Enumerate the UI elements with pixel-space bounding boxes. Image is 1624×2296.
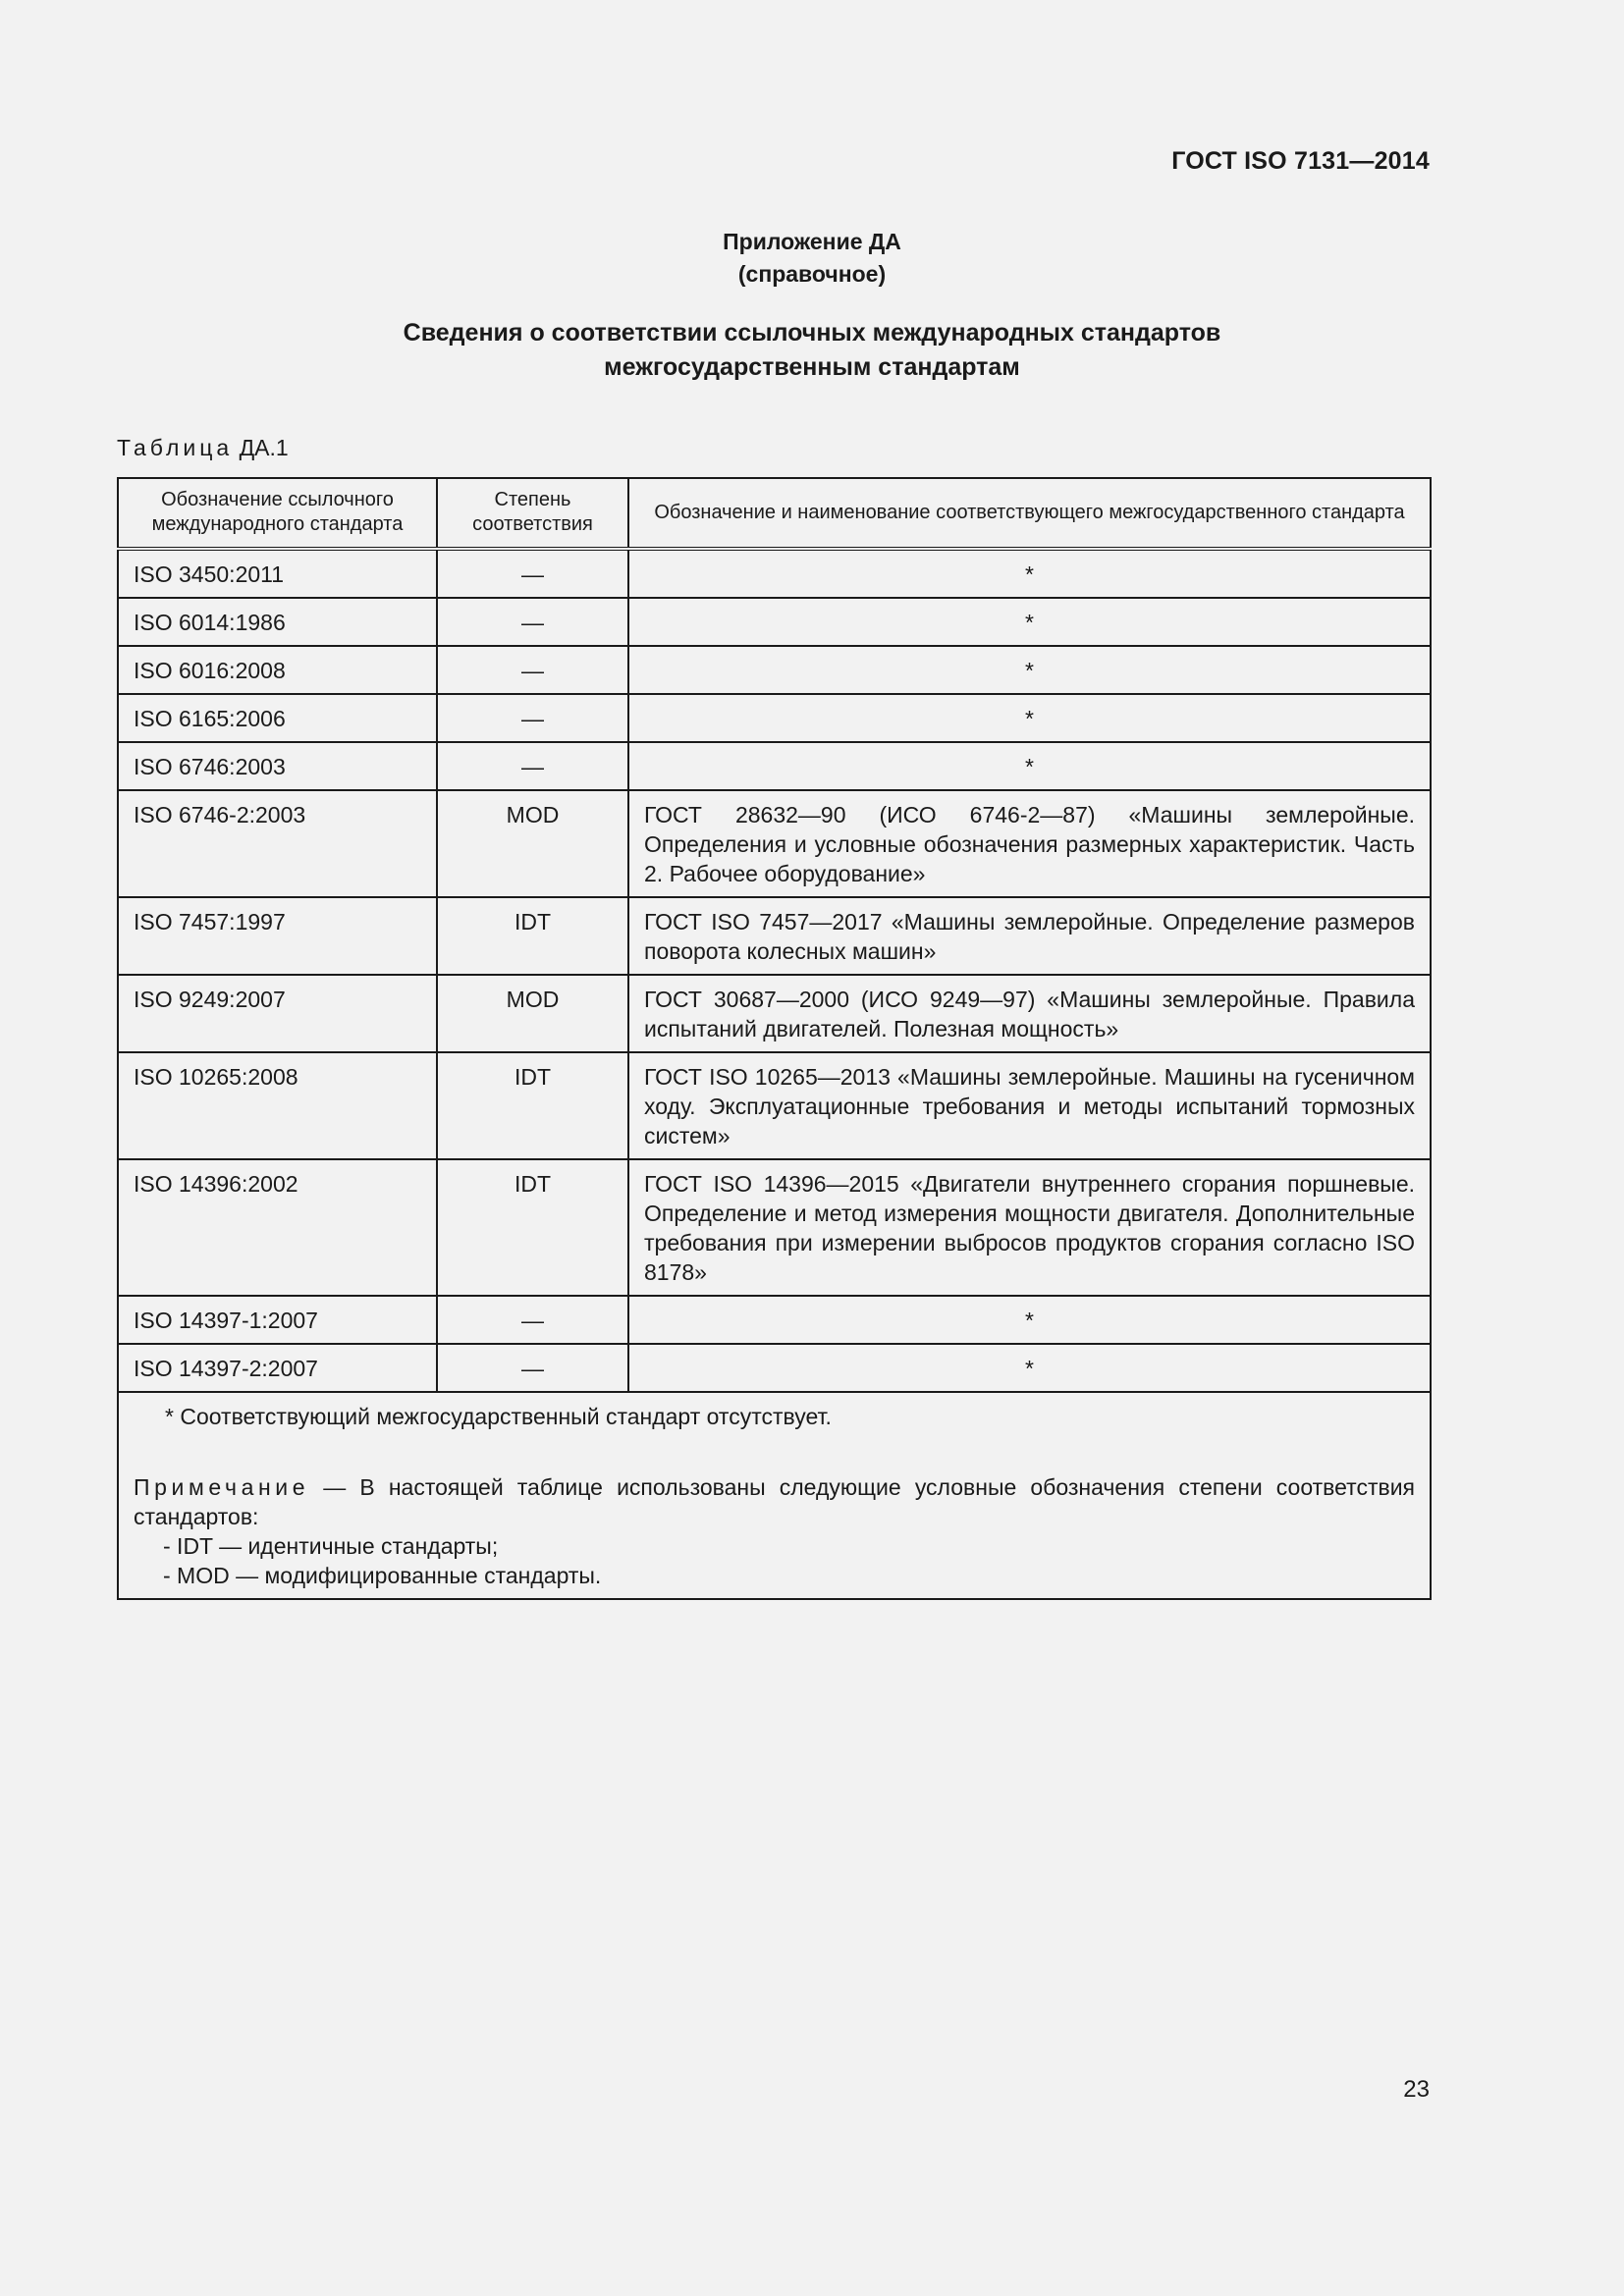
cell-degree: —: [437, 1344, 628, 1392]
header-degree: Степень соответствия: [437, 478, 628, 549]
note-item-idt: - IDT — идентичные стандарты;: [163, 1533, 499, 1559]
cell-name: *: [628, 1296, 1431, 1344]
note-item-mod: - MOD — модифицированные стандарты.: [163, 1563, 602, 1588]
table-row: [118, 598, 1431, 646]
cell-std: ISO 6746-2:2003: [118, 790, 437, 897]
cell-name: ГОСТ ISO 10265—2013 «Машины землеройные. Машины на гусеничном ходу. Эксплуатационные требования и методы испытаний тормозных систем»: [628, 1052, 1431, 1159]
cell-degree: IDT: [437, 1052, 628, 1159]
cell-std: ISO 3450:2011: [118, 549, 437, 598]
cell-name: *: [628, 1344, 1431, 1392]
cell-std: ISO 6014:1986: [118, 598, 437, 646]
cell-name: ГОСТ 28632—90 (ИСО 6746-2—87) «Машины землеройные. Определения и условные обозначения размерных характеристик. Часть 2. Рабочее оборудование»: [628, 790, 1431, 897]
table-row: [118, 1344, 1431, 1392]
table-caption-number: ДА.1: [239, 435, 289, 460]
cell-degree: —: [437, 694, 628, 742]
annex-subtitle: (справочное): [737, 261, 887, 287]
cell-std: ISO 7457:1997: [118, 897, 437, 975]
table-row: [118, 897, 1431, 975]
table-header-row: [118, 478, 1431, 549]
cell-name: ГОСТ ISO 7457—2017 «Машины землеройные. Определение размеров поворота колесных машин»: [628, 897, 1431, 975]
table-row: [118, 549, 1431, 598]
table-caption-label: Таблица: [117, 435, 234, 460]
table-notes-row: [118, 1392, 1431, 1599]
annex-title: Приложение ДА: [723, 229, 901, 254]
cell-std: ISO 14397-2:2007: [118, 1344, 437, 1392]
cell-std: ISO 10265:2008: [118, 1052, 437, 1159]
note-label: Примечание: [134, 1474, 310, 1500]
table-row: [118, 742, 1431, 790]
section-heading: [0, 316, 1624, 385]
table-row: [118, 790, 1431, 897]
table-note: [134, 1472, 1415, 1531]
header-interstate-standard: Обозначение и наименование соответствующего межгосударственного стандарта: [628, 478, 1431, 549]
cell-std: ISO 14396:2002: [118, 1159, 437, 1296]
cell-std: ISO 14397-1:2007: [118, 1296, 437, 1344]
cell-std: ISO 9249:2007: [118, 975, 437, 1052]
heading-line-2: межгосударственным стандартам: [604, 353, 1020, 381]
table-row: [118, 1159, 1431, 1296]
note-text: — В настоящей таблице использованы следующие условные обозначения степени соответствия стандартов:: [134, 1474, 1415, 1529]
cell-name: *: [628, 694, 1431, 742]
cell-name: ГОСТ ISO 14396—2015 «Двигатели внутреннего сгорания поршневые. Определение и метод измерения мощности двигателя. Дополнительные требования при измерении выбросов продуктов сгорания согласно ISO 8178»: [628, 1159, 1431, 1296]
cell-name: *: [628, 742, 1431, 790]
cell-name: ГОСТ 30687—2000 (ИСО 9249—97) «Машины землеройные. Правила испытаний двигателей. Полезная мощность»: [628, 975, 1431, 1052]
cell-std: ISO 6016:2008: [118, 646, 437, 694]
cell-degree: —: [437, 742, 628, 790]
cell-degree: —: [437, 549, 628, 598]
cell-name: *: [628, 549, 1431, 598]
page-number: 23: [1403, 2076, 1430, 2103]
table-footnote: * Соответствующий межгосударственный стандарт отсутствует.: [165, 1404, 832, 1429]
cell-name: *: [628, 598, 1431, 646]
standards-table: [117, 477, 1432, 1600]
table-caption: [117, 435, 289, 461]
cell-degree: —: [437, 1296, 628, 1344]
cell-degree: —: [437, 646, 628, 694]
cell-degree: —: [437, 598, 628, 646]
header-intl-standard: Обозначение ссылочного международного стандарта: [118, 478, 437, 549]
table-row: [118, 646, 1431, 694]
table-row: [118, 1296, 1431, 1344]
cell-name: *: [628, 646, 1431, 694]
table-row: [118, 694, 1431, 742]
cell-std: ISO 6165:2006: [118, 694, 437, 742]
cell-degree: MOD: [437, 790, 628, 897]
cell-degree: IDT: [437, 897, 628, 975]
cell-std: ISO 6746:2003: [118, 742, 437, 790]
table-notes: [118, 1392, 1431, 1599]
cell-degree: IDT: [437, 1159, 628, 1296]
table-row: [118, 975, 1431, 1052]
document-code: ГОСТ ISO 7131—2014: [1171, 147, 1430, 175]
heading-line-1: Сведения о соответствии ссылочных международных стандартов: [403, 319, 1221, 347]
table-row: [118, 1052, 1431, 1159]
cell-degree: MOD: [437, 975, 628, 1052]
annex-block: [0, 226, 1624, 291]
